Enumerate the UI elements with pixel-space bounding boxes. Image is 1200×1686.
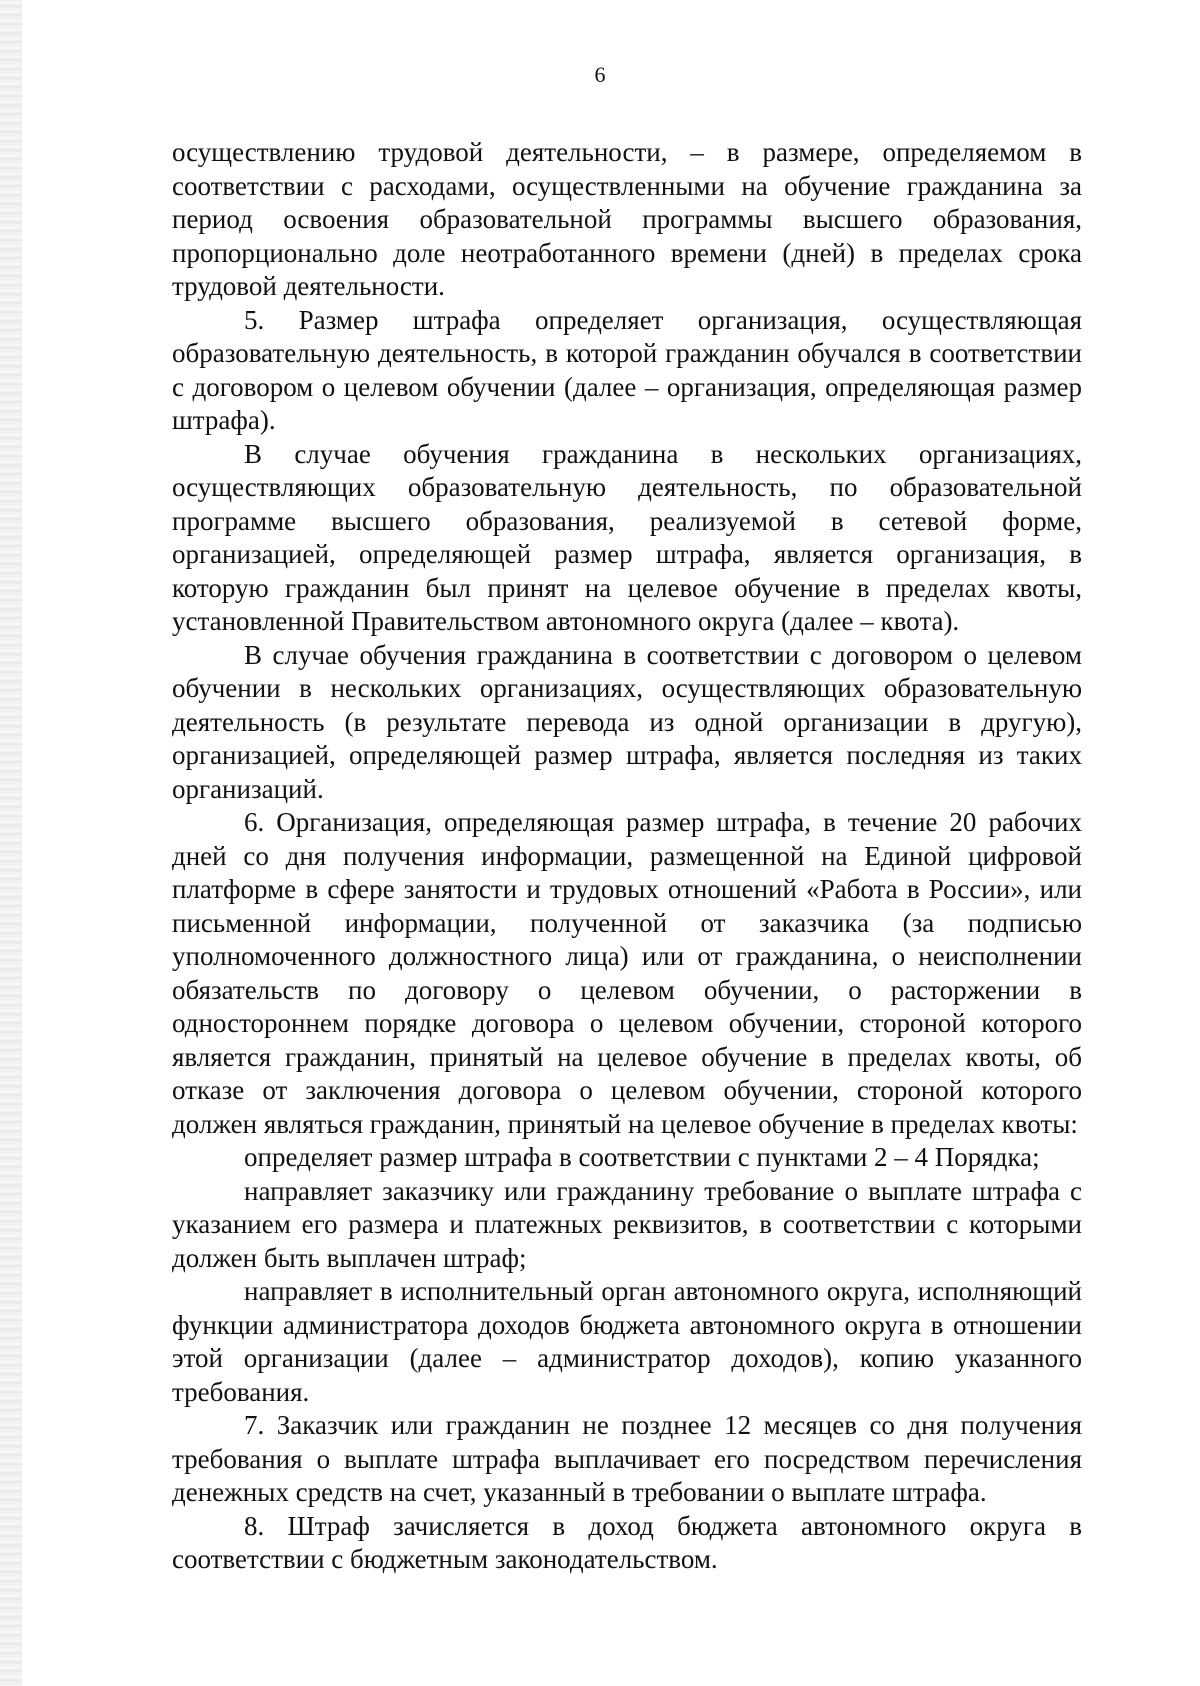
paragraph-clause-8: 8. Штраф зачисляется в доход бюджета автономного округа в соответствии с бюджетным законодательством. [172,1510,1082,1574]
paragraph-clause-7: 7. Заказчик или гражданин не позднее 12 месяцев со дня получения требования о выплате штрафа выплачивает его посредством перечисления денежных средств на счет, указанный в требовании о выплате штрафа. [172,1410,1082,1507]
paragraph-network-form: В случае обучения гражданина в нескольких организациях, осуществляющих образовательную деятельность, по образовательной программе высшего образования, реализуемой в сетевой форме, организацией, определяющей размер штрафа, является организация, в которую гражданин был принят на целевое обучение в пределах квоты, установленной Правительством автономного округа (далее – квота). [172,438,1082,636]
paragraph-sends-copy: направляет в исполнительный орган автономного округа, исполняющий функции администратора доходов бюджета автономного округа в отношении этой организации (далее – администратор доходов), копию указанного требования. [172,1276,1082,1407]
scan-edge [0,0,22,1686]
page-number: 6 [594,62,606,87]
paragraph-clause-5: 5. Размер штрафа определяет организация, осуществляющая образовательную деятельность, в которой гражданин обучался в соответствии с договором о целевом обучении (далее – организация, определяющая размер штрафа). [172,304,1082,435]
document-body [172,136,1082,1577]
paragraph-continuation: осуществлению трудовой деятельности, – в размере, определяемом в соответствии с расходами, осуществленными на обучение гражданина за период освоения образовательной программы высшего образования, пропорционально доле неотработанного времени (дней) в пределах срока трудовой деятельности. [172,137,1082,301]
paragraph-determines-fine: определяет размер штрафа в соответствии с пунктами 2 – 4 Порядка; [244,1142,1040,1172]
paragraph-clause-6: 6. Организация, определяющая размер штрафа, в течение 20 рабочих дней со дня получения информации, размещенной на Единой цифровой платформе в сфере занятости и трудовых отношений «Работа в России», или письменной информации, полученной от заказчика (за подписью уполномоченного должностного лица) или от гражданина, о неисполнении обязательств по договору о целевом обучении, о расторжении в одностороннем порядке договора о целевом обучении, стороной которого является гражданин, принятый на целевое обучение в пределах квоты, об отказе от заключения договора о целевом обучении, стороной которого должен являться гражданин, принятый на целевое обучение в пределах квоты: [172,807,1082,1139]
paragraph-sends-demand: направляет заказчику или гражданину требование о выплате штрафа с указанием его размера и платежных реквизитов, в соответствии с которыми должен быть выплачен штраф; [172,1175,1082,1273]
paragraph-transfer: В случае обучения гражданина в соответствии с договором о целевом обучении в нескольких организациях, осуществляющих образовательную деятельность (в результате перевода из одной организации в другую), организацией, определяющей размер штрафа, является последняя из таких организаций. [172,639,1082,804]
